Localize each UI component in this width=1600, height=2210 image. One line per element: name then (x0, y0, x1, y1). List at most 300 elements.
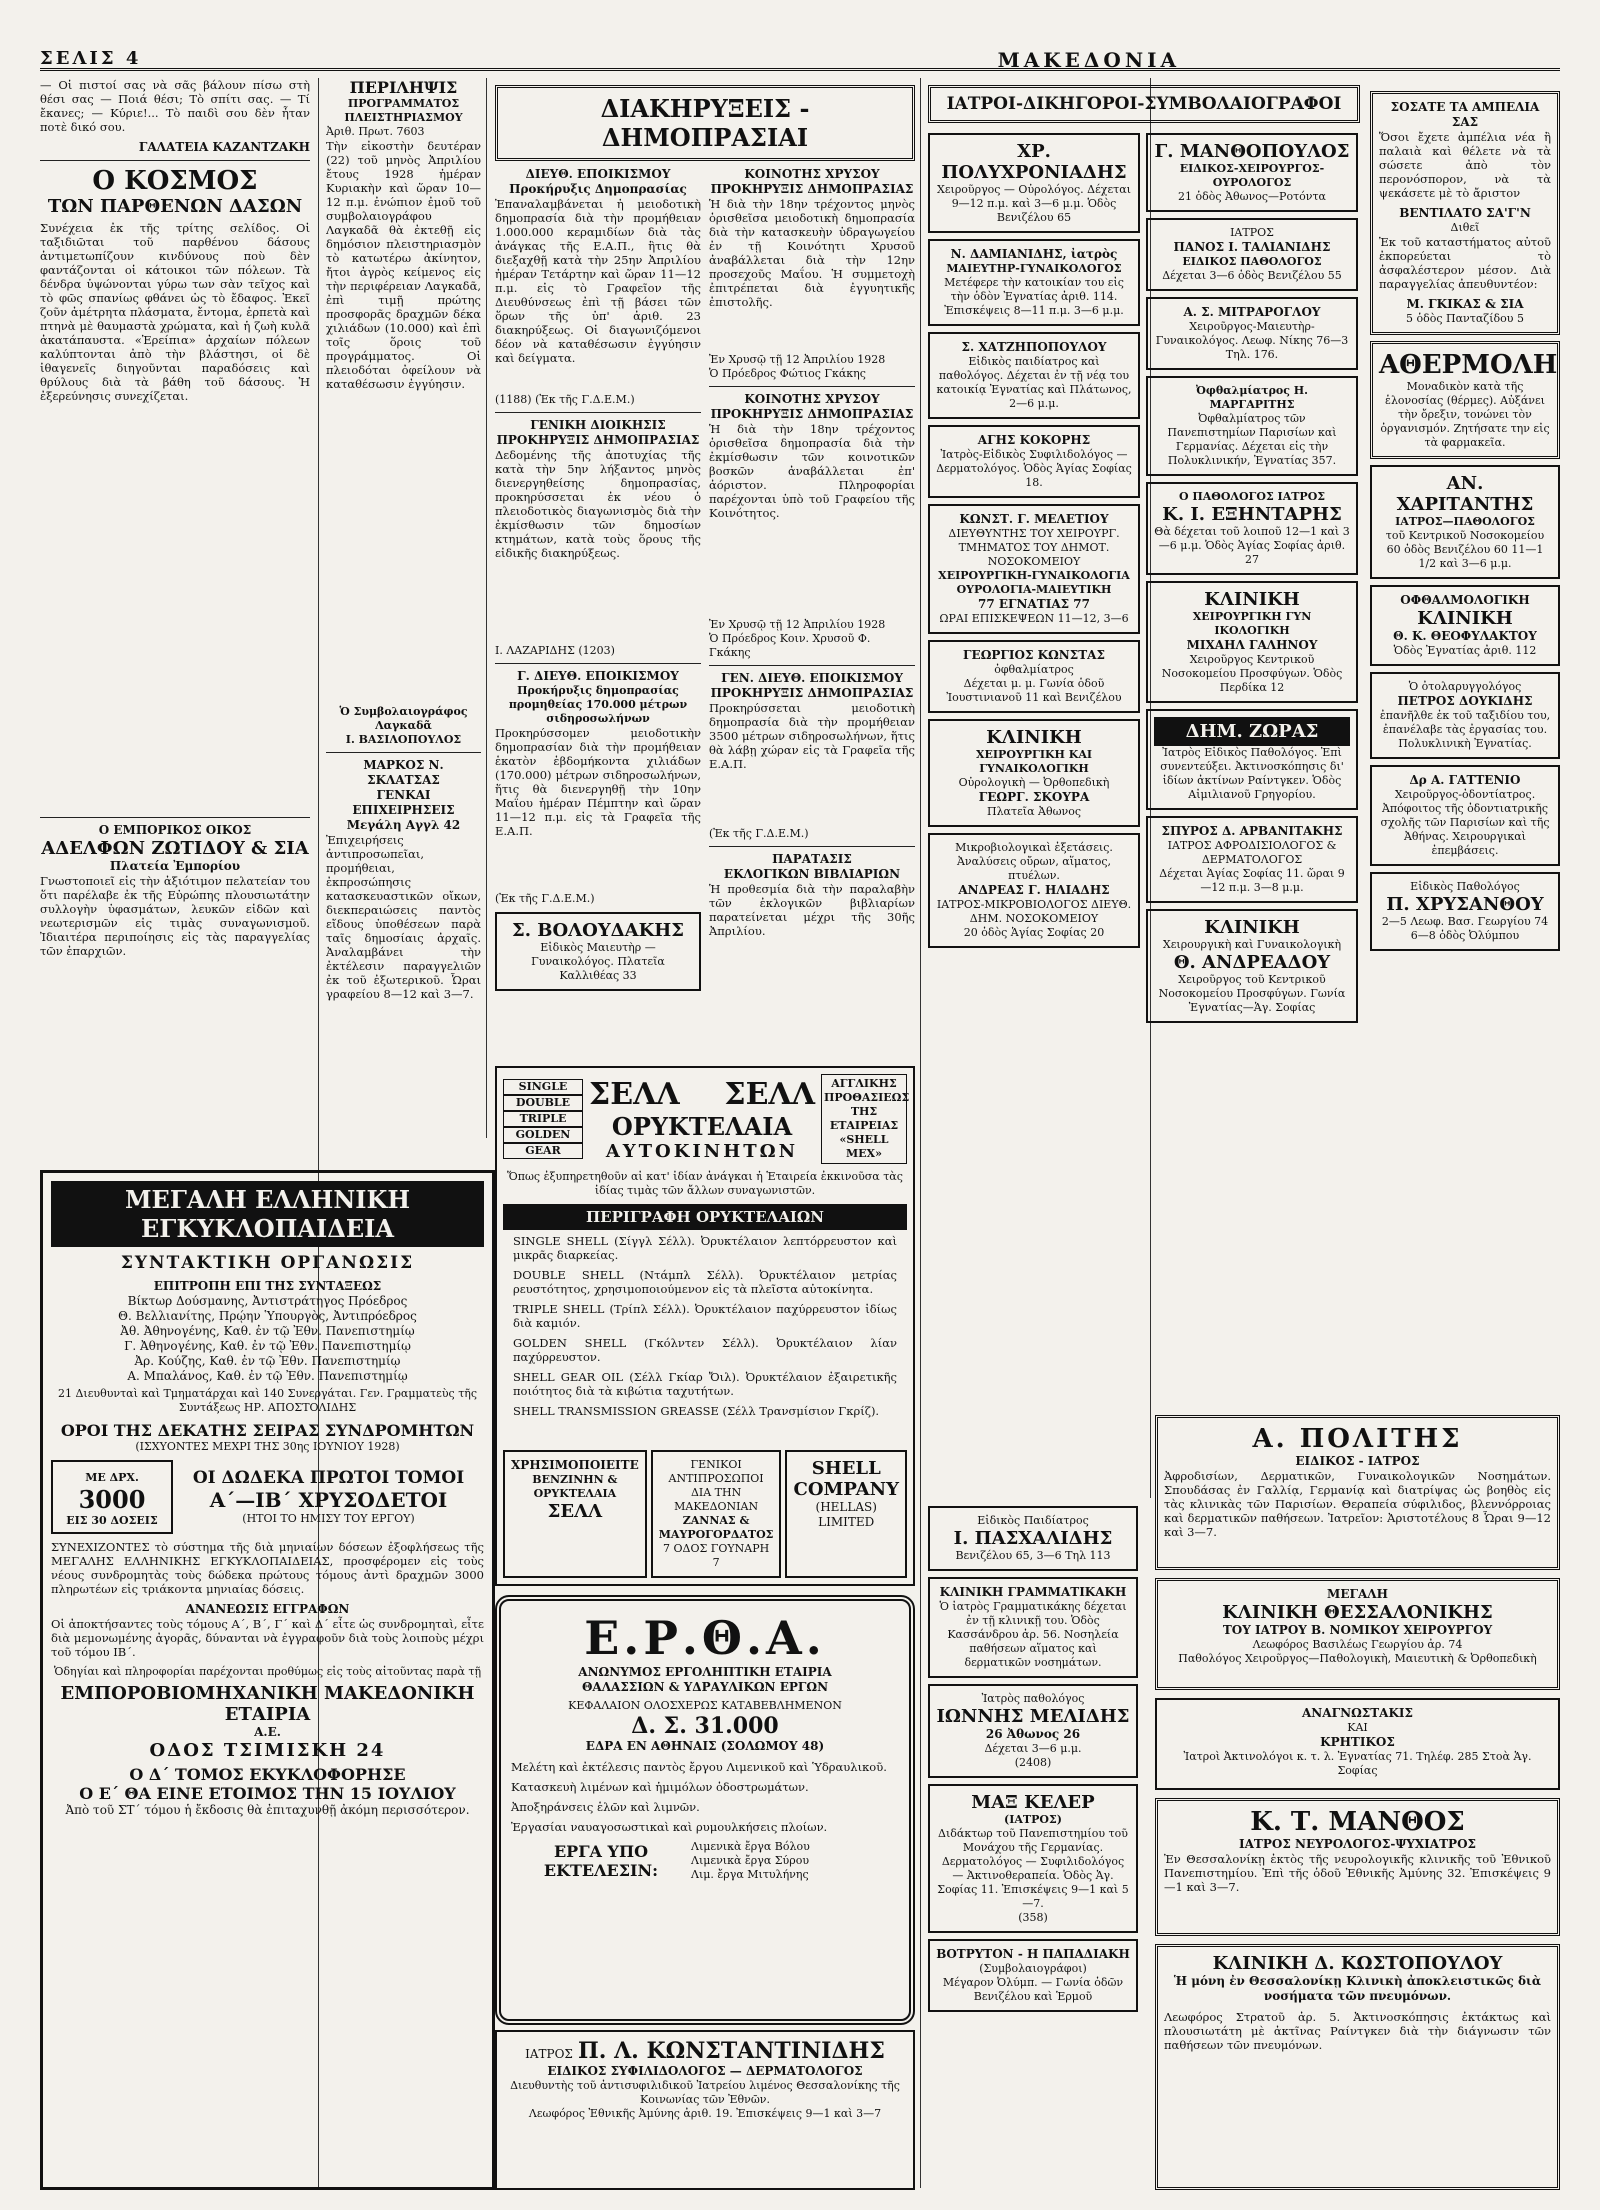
manthos-name: Κ. Τ. ΜΑΝΘΟΣ (1250, 1807, 1465, 1837)
paper-name: ΜΑΚΕΔΟΝΙΑ (997, 48, 1180, 72)
polychroniadis-ad (928, 133, 1140, 233)
damianidis-text: Μετέφερε τὴν κατοικίαν του εἰς τὴν ὁδὸν Ἐγνατίας ἀριθ. 114. Ἐπισκέψεις 8—11 π.μ. 3—6 μ.μ. (944, 276, 1124, 317)
iliadis-name: ΑΝΔΡΕΑΣ Γ. ΗΛΙΑΔΗΣ (958, 883, 1110, 897)
emporikos-address: Πλατεία Ἐμπορίου (109, 859, 241, 873)
margaritis-text: Ὀφθαλμίατρος τῶν Πανεπιστημίων Παρισίων καὶ Γερμανίας. Δέχεται εἰς τὴν Πολυκλινικήν, Ἐγνατίας 357. (1167, 412, 1337, 467)
divider (495, 663, 701, 664)
shell-agent-line1: ΓΕΝΙΚΟΙ ΑΝΤΙΠΡΟΣΩΠΟΙ (668, 1458, 764, 1485)
botryton-text: Μέγαρον Ὀλύμπ. — Γωνία ὁδῶν Βενιζέλου καὶ Ἑρμοῦ (942, 1976, 1124, 2003)
manthos-ad (1155, 1798, 1560, 1936)
voloudakis-text: Εἰδικὸς Μαιευτὴρ — Γυναικολόγος. Πλατεῖα Καλλιθέας 33 (531, 941, 665, 982)
ertha-amount: Δ. Σ. 31.000 (631, 1713, 779, 1739)
mitraroglou-ad (1146, 297, 1358, 370)
tender-a-number: (1188) (495, 393, 532, 406)
meletiou-sub: ΔΙΕΥΘΥΝΤΗΣ ΤΟΥ ΧΕΙΡΟΥΡΓ. ΤΜΗΜΑΤΟΣ ΤΟΥ ΔΗΜΟΤ. ΝΟΣΟΚΟΜΕΙΟΥ (948, 527, 1120, 568)
publisher-name: ΕΜΠΟΡΟΒΙΟΜΗΧΑΝΙΚΗ ΜΑΚΕΔΟΝΙΚΗ ΕΤΑΙΡΙΑ (60, 1683, 475, 1725)
skoura-clinic-address: Πλατεῖα Ἀθωνος (986, 805, 1082, 818)
politis-text: Ἀφροδισίων, Δερματικῶν, Γυναικολογικῶν Νοσημάτων. Σπουδάσας ἐν Γαλλίᾳ, Γερμανίᾳ καὶ διατρίψας ὡς βοηθὸς εἰς τὰς κλινικὰς τῶν Παρισίων. Θεραπεία σύφιλιδος, βλεννόρροιας καὶ δερματικῶν παθήσεων. Ἰατρεῖον: Ἀριστοτέλους 8 Ὧραι 9—12 καὶ 3—7. (1164, 1469, 1551, 1539)
kostopoulou-name: ΚΛΙΝΙΚΗ Δ. ΚΩΣΤΟΠΟΥΛΟΥ (1212, 1953, 1503, 1974)
doukidis-ad (1370, 672, 1560, 759)
markos-text: Ἐπιχειρήσεις ἀντιπροσωπεῖαι, προμήθειαι, ἐκπροσώπησις κατασκευαστικῶν οἴκων, διεκπεραιώσεις παντὸς εἴδους ὑποθέσεων παρὰ ταῖς δημοσίαις ἀρχαῖς. Ἀναλαμβάνει τὴν ἐκτέλεσιν παραγγελιῶν ἐκ τοῦ ἐξωτερικοῦ. Ὧραι γραφείου 8—12 καὶ 3—7. (326, 833, 481, 1001)
tender-d-subtitle: ΠΡΟΚΗΡΥΞΙΣ ΔΗΜΟΠΡΑΣΙΑΣ (710, 182, 914, 196)
athermoli-ad (1370, 341, 1560, 459)
tender-b-ref (495, 644, 701, 658)
politis-name: Α. ΠΟΛΙΤΗΣ (1252, 1424, 1463, 1454)
shell-desc-item: SINGLE SHELL (Σίγγλ Σέλλ). Ὀρυκτέλαιον λεπτόρρευστον καὶ μικρᾶς διαρκείας. (513, 1234, 897, 1262)
gattenio-ad (1370, 765, 1560, 866)
publisher-address: ΟΔΟΣ ΤΣΙΜΙΣΚΗ 24 (149, 1740, 386, 1761)
shell-use-line1: ΧΡΗΣΙΜΟΠΟΙΕΙΤΕ (511, 1458, 639, 1472)
chatzipopoulou-name: Σ. ΧΑΤΖΗΠΟΠΟΥΛΟΥ (961, 340, 1107, 354)
galinou-clinic-name: ΚΛΙΝΙΚΗ (1204, 589, 1300, 610)
tender-g-text: Ἡ προθεσμία διὰ τὴν παραλαβὴν τῶν ἐκλογικῶν βιβλιαρίων παρατείνεται μέχρι τῆς 30ῆς Ἀπριλίου. (709, 882, 915, 938)
tender-e-title: ΚΟΙΝΟΤΗΣ ΧΡΥΣΟΥ (744, 392, 880, 406)
shell-agent-line4: 7 ΟΔΟΣ ΓΟΥΝΑΡΗ 7 (662, 1542, 770, 1569)
ertha-work: Λιμ. ἔργα Μιτυλήνης (691, 1868, 809, 1881)
info-text: Ὁδηγίαι καὶ πληροφορίαι παρέχονται προθύμως εἰς τοὺς αἰτοῦντας παρὰ τῇ (53, 1665, 482, 1678)
grade-label: TRIPLE (503, 1111, 583, 1127)
paschalidis-address: Βενιζέλου 65, 3—6 Τηλ 113 (955, 1549, 1111, 1562)
kokoris-text: Ἰατρὸς-Εἰδικὸς Συφιλιδολόγος — Δερματολόγος. Ὁδὸς Ἁγίας Σοφίας 18. (936, 448, 1132, 489)
tenders-col-right (709, 167, 915, 997)
tender-e-sign: Ἐν Χρυσῷ τῇ 12 Ἀπριλίου 1928 (709, 618, 886, 631)
nomikou-clinic-ad (1155, 1578, 1560, 1690)
galinou-doctor: ΜΙΧΑΗΛ ΓΑΛΗΝΟΥ (1186, 638, 1318, 652)
konstas-ad (928, 640, 1140, 713)
arvanitakis-ad (1146, 816, 1358, 903)
nomikou-text: Παθολόγος Χειροῦργος—Παθολογικὴ, Μαιευτικὴ & Ὀρθοπεδικὴ (1178, 1652, 1537, 1665)
vineyard-product-sub: Διθεῖ (1450, 221, 1480, 234)
damianidis-sub: ΜΑΙΕΥΤΗΡ-ΓΥΝΑΙΚΟΛΟΓΟΣ (946, 262, 1122, 275)
volumes-line1: ΟΙ ΔΩΔΕΚΑ ΠΡΩΤΟΙ ΤΟΜΟΙ (192, 1468, 465, 1488)
charitantis-name: ΑΝ. ΧΑΡΙΤΑΝΤΗΣ (1396, 473, 1534, 515)
kokoris-name: ΑΓΗΣ ΚΟΚΟΡΗΣ (977, 433, 1091, 447)
committee-member: Γ. Ἀθηνογένης, Καθ. ἐν τῷ Ἐθν. Πανεπιστημίῳ (124, 1339, 411, 1353)
tender-d-sign: Ἐν Χρυσῷ τῇ 12 Ἀπριλίου 1928 (709, 353, 886, 366)
botryton-ad (928, 1939, 1138, 2012)
manthopoulos-sub: ΕΙΔΙΚΟΣ-ΧΕΙΡΟΥΡΓΟΣ-ΟΥΡΟΛΟΓΟΣ (1179, 162, 1325, 189)
price-box (51, 1460, 173, 1534)
melidis-ad (928, 1684, 1138, 1778)
skoura-clinic-sub: ΧΕΙΡΟΥΡΓΙΚΗ ΚΑΙ ΓΥΝΑΙΚΟΛΟΓΙΚΗ (975, 748, 1093, 775)
doctors-header: ΙΑΤΡΟΙ-ΔΙΚΗΓΟΡΟΙ-ΣΥΜΒΟΛΑΙΟΓΡΑΦΟΙ (928, 85, 1360, 123)
emporikos-title: Ο ΕΜΠΟΡΙΚΟΣ ΟΙΚΟΣ (98, 823, 252, 837)
mitraroglou-text: Χειροῦργος-Μαιευτὴρ-Γυναικολόγος. Λεωφ. Νίκης 76—3 Τηλ. 176. (1155, 320, 1349, 361)
gattenio-text: Χειροῦργος-ὀδοντίατρος. Ἀπόφοιτος τῆς ὀδοντιατρικῆς σχολῆς τῶν Παρισίων καὶ τῆς Ἀθήνας. Χειρουργικαὶ ἐπεμβάσεις. (1380, 788, 1550, 857)
shell-agent-line2: ΔΙΑ ΤΗΝ ΜΑΚΕΔΟΝΙΑΝ (674, 1486, 759, 1513)
melidis-name: ΙΩΝΝΗΣ ΜΕΛΙΔΗΣ (936, 1706, 1130, 1727)
divider (495, 412, 701, 413)
kosmos-title: Ο ΚΟΣΜΟΣ (92, 166, 258, 196)
zoras-name: ΔΗΜ. ΖΩΡΑΣ (1154, 717, 1350, 746)
publisher-ae: Α.Ε. (254, 1725, 281, 1739)
committee-member: Ἀρ. Κούζης, Καθ. ἐν τῷ Ἐθν. Πανεπιστημίῳ (134, 1354, 401, 1368)
price-installments: ΕΙΣ 30 ΔΟΣΕΙΣ (66, 1514, 158, 1527)
tender-b-subtitle: ΠΡΟΚΗΡΥΞΙΣ ΔΗΜΟΠΡΑΣΙΑΣ (496, 433, 700, 447)
ertha-seat: ΕΔΡΑ ΕΝ ΑΘΗΝΑΙΣ (ΣΟΛΩΜΟΥ 48) (585, 1739, 825, 1753)
chrysanthou-name: Π. ΧΡΥΣΑΝΘΟΥ (1386, 894, 1544, 915)
botryton-name: ΒΟΤΡΥΤΟΝ - Η ΠΑΠΑΔΙΑΚΗ (936, 1947, 1130, 1961)
tender-f-source: (Ἐκ τῆς Γ.Δ.Ε.Μ.) (709, 827, 809, 840)
nomikou-pre: ΜΕΓΑΛΗ (1327, 1587, 1388, 1601)
director-note: 21 Διευθυνταὶ καὶ Τμηματάρχαι καὶ 140 Συνεργάται. Γεν. Γραμματεὺς τῆς Συντάξεως ΗΡ. ΑΠΟΣΤΟΛΙΔΗΣ (57, 1387, 478, 1414)
botryton-sub: (Συμβολαιογράφοι) (979, 1962, 1087, 1975)
ertha-work: Λιμενικὰ ἔργα Σύρου (691, 1854, 810, 1867)
exintaris-ad (1146, 482, 1358, 575)
manthopoulos-address: 21 ὁδὸς Ἀθωνος—Ροτόντα (1178, 190, 1326, 203)
tender-a-title: ΔΙΕΥΘ. ΕΠΟΙΚΙΣΜΟΥ (525, 167, 671, 181)
exintaris-text: Θὰ δέχεται τοῦ λοιποῦ 12—1 καὶ 3—6 μ.μ. Ὁδὸς Ἁγίας Σοφίας ἀριθ. 27 (1154, 525, 1350, 566)
exintaris-pre: Ο ΠΑΘΟΛΟΓΟΣ ΙΑΤΡΟΣ (1178, 490, 1326, 503)
melidis-address: 26 Ἀθωνος 26 (985, 1727, 1081, 1741)
column-1 (40, 78, 310, 1168)
meletiou-spec2: ΟΥΡΟΛΟΓΙΑ-ΜΑΙΕΥΤΙΚΗ (956, 583, 1112, 596)
ertha-ad (495, 1595, 915, 2025)
andreadou-doctor: Θ. ΑΝΔΡΕΑΔΟΥ (1173, 952, 1331, 973)
melidis-pre: Ἰατρὸς παθολόγος (981, 1692, 1085, 1705)
divider (326, 752, 481, 753)
nomikou-doctor: ΤΟΥ ΙΑΤΡΟΥ Β. ΝΟΜΙΚΟΥ ΧΕΙΡΟΥΡΓΟΥ (1222, 1623, 1493, 1637)
kosmos-subtitle: ΤΩΝ ΠΑΡΘΕΝΩΝ ΔΑΣΩΝ (47, 196, 303, 217)
doctors-col-left (928, 127, 1140, 1029)
grade-label: GEAR (503, 1143, 583, 1159)
ertha-subtitle1: ΑΝΩΝΥΜΟΣ ΕΡΓΟΛΗΠΤΙΚΗ ΕΤΑΙΡΙΑ (578, 1665, 832, 1679)
markos-title: ΜΑΡΚΟΣ Ν. ΣΚΛΑΤΣΑΣ (363, 758, 444, 787)
polychroniadis-text: Χειροῦργος — Οὐρολόγος. Δέχεται 9—12 π.μ. καὶ 3—6 μ.μ. Ὁδὸς Βενιζέλου 65 (936, 183, 1131, 224)
meletiou-spec1: ΧΕΙΡΟΥΡΓΙΚΗ-ΓΥΝΑΙΚΟΛΟΓΙΑ (938, 569, 1130, 582)
tender-e-president: Ὁ Πρόεδρος Κοιν. Χρυσοῦ Φ. Γκάκης (709, 632, 871, 659)
charitantis-text: τοῦ Κεντρικοῦ Νοσοκομείου 60 ὁδὸς Βενιζέλου 60 11—1 1/2 καὶ 3—6 μ.μ. (1385, 529, 1545, 570)
tender-b-sign: Ι. ΛΑΖΑΡΙΔΗΣ (495, 644, 575, 657)
grade-label: SINGLE (503, 1079, 583, 1095)
chatzipopoulou-text: Εἰδικὸς παιδίατρος καὶ παθολόγος. Δέχεται ἐν τῇ νέᾳ του κατοικίᾳ Ἐγνατίας καὶ Πλάτωνος, 2—6 μ.μ. (936, 355, 1132, 410)
vineyard-header: ΣΟΣΑΤΕ ΤΑ ΑΜΠΕΛΙΑ ΣΑΣ (1390, 100, 1540, 129)
tenders-col-left (495, 167, 701, 997)
doctors-lower-section (928, 1500, 1138, 2190)
skoura-clinic-name: ΚΛΙΝΙΚΗ (986, 727, 1082, 748)
kritikos-name: ΚΡΗΤΙΚΟΣ (1320, 1735, 1395, 1749)
manthos-sub: ΙΑΤΡΟΣ ΝΕΥΡΟΛΟΓΟΣ-ΨΥΧΙΑΤΡΟΣ (1239, 1837, 1476, 1851)
shell-tagline: Ὅπως ἐξυπηρετηθοῦν αἱ κατ' ἰδίαν ἀνάγκαι ἡ Ἑταιρεία ἐκκινοῦσα τὰς ἰδίας τιμὰς τῶν ἄλλων συναγωνιστῶν. (507, 1170, 903, 1197)
shell-desc-title: ΠΕΡΙΓΡΑΦΗ ΟΡΥΚΤΕΛΑΙΩΝ (503, 1204, 907, 1230)
manthopoulos-name: Γ. ΜΑΝΘΟΠΟΥΛΟΣ (1154, 141, 1350, 162)
manthos-text: Ἐν Θεσσαλονίκῃ ἐκτὸς τῆς νευρολογικῆς κλινικῆς τοῦ Ἐθνικοῦ Πανεπιστημίου. Ἐπὶ τῆς ὁδοῦ Ἐθνικῆς Ἀμύνης 32. Ἐπισκέψεις 9—1 καὶ 3—7. (1164, 1852, 1551, 1894)
vineyard-vendor-address: 5 ὁδὸς Πανταζίδου 5 (1406, 312, 1524, 325)
manthopoulos-ad (1146, 133, 1358, 212)
tome-e-notice: Ο Ε΄ ΘΑ ΕΙΝΕ ΕΤΟΙΜΟΣ ΤΗΝ 15 ΙΟΥΛΙΟΥ (79, 1784, 456, 1803)
encyclopedia-title: ΜΕΓΑΛΗ ΕΛΛΗΝΙΚΗ ΕΓΚΥΚΛΟΠΑΙΔΕΙΑ (51, 1181, 484, 1247)
renewal-title: ΑΝΑΝΕΩΣΙΣ ΕΓΓΡΑΦΩΝ (185, 1602, 350, 1616)
talianidis-sub: ΕΙΔΙΚΟΣ ΠΑΘΟΛΟΓΟΣ (1182, 255, 1322, 268)
masthead (40, 48, 1560, 71)
melidis-number: (2408) (1014, 1756, 1052, 1769)
shell-desc-item: SHELL TRANSMISSION GREASSE (Σέλλ Τρανσμίσιον Γκρίζ). (513, 1404, 880, 1418)
emporikos-text: Γνωστοποιεῖ εἰς τὴν ἀξιότιμον πελατείαν του ὅτι παρέλαβε ἐκ τῆς Εὐρώπης πλουσιωτάτην συλλογὴν ὑφασμάτων, λευκῶν εἰδῶν καὶ νεωτερισμῶν εἰς τιμὰς συναγωνισμοῦ. Ἰδιαιτέρα περιποίησις εἰς τὰς παραγγελίας τῶν ἐπαρχιῶν. (40, 874, 310, 958)
tome-note: Ἀπὸ τοῦ ΣΤ΄ τόμου ἡ ἔκδοσις θὰ ἐπιταχυνθῇ ἀκόμη περισσότερον. (65, 1803, 470, 1817)
tender-d-president: Ὁ Πρόεδρος Φώτιος Γκάκης (709, 367, 866, 380)
ertha-line: Ἐργασίαι ναυαγοσωστικαὶ καὶ ρυμουλκήσεις πλοίων. (511, 1820, 828, 1834)
ertha-line: Ἀποξηράνσεις ἑλῶν καὶ λιμνῶν. (511, 1800, 700, 1814)
shell-grades (503, 1079, 583, 1159)
column-rule (486, 78, 487, 1138)
anagnostakis-name: ΑΝΑΓΝΩΣΤΑΚΙΣ (1301, 1706, 1413, 1720)
grammatikaki-name: ΚΛΙΝΙΚΗ ΓΡΑΜΜΑΤΙΚΑΚΗ (939, 1585, 1127, 1599)
nomikou-address: Λεωφόρος Βασιλέως Γεωργίου ἀρ. 74 (1252, 1638, 1463, 1651)
perilipsis-subtitle: ΠΡΟΓΡΑΜΜΑΤΟΣ ΠΛΕΙΣΤΗΡΙΑΣΜΟΥ (344, 97, 463, 124)
ertha-works-label: ΕΡΓΑ ΥΠΟ ΕΚΤΕΛΕΣΙΝ: (543, 1842, 659, 1880)
skoura-clinic-ad (928, 719, 1140, 827)
talianidis-ad (1146, 218, 1358, 291)
shell-desc-item: TRIPLE SHELL (Τρίπλ Σέλλ). Ὀρυκτέλαιον παχύρρευστον ἰδίως διὰ καμιόν. (513, 1302, 897, 1330)
doukidis-name: ΠΕΤΡΟΣ ΔΟΥΚΙΔΗΣ (1397, 694, 1533, 708)
ertha-line: Μελέτη καὶ ἐκτέλεσις παντὸς ἔργου Λιμενικοῦ καὶ Ὑδραυλικοῦ. (511, 1760, 887, 1774)
galinou-clinic-sub: ΧΕΙΡΟΥΡΓΙΚΗ ΓΥΝ ΙΚΟΛΟΓΙΚΗ (1192, 610, 1312, 637)
microbiology-text: Μικροβιολογικαὶ ἐξετάσεις. Ἀναλύσεις οὔρων, αἵματος, πτυέλων. (955, 841, 1113, 882)
konstantinidis-pre: ΙΑΤΡΟΣ (525, 2047, 573, 2061)
divider (709, 386, 915, 387)
divider (709, 665, 915, 666)
markos-address: Μεγάλη Αγγλ 42 (346, 818, 461, 832)
column-rule (920, 78, 921, 2188)
shell-agent-box (651, 1450, 782, 1578)
shell-desc-item: GOLDEN SHELL (Γκόλντεν Σέλλ). Ὀρυκτέλαιον λίαν παχύρρευστον. (513, 1336, 897, 1364)
column-2 (326, 78, 481, 1168)
theofylaktou-clinic: ΚΛΙΝΙΚΗ (1417, 608, 1513, 629)
encyclopedia-body: ΣΥΝΕΧΙΖΟΝΤΕΣ τὸ σύστημα τῆς διὰ μηνιαίων δόσεων ἐξοφλήσεως τῆς ΜΕΓΑΛΗΣ ΕΛΛΗΝΙΚΗΣ ΕΓΚΥΚΛΟΠΑΙΔΕΙΑΣ, προσφέρομεν εἰς τοὺς νέους συνδρομητὰς τοὺς δώδεκα πρώτους τόμους ἀντὶ δραχμῶν 3000 πληρωτέων εἰς τριάκοντα μηνιαίας δόσεις. (51, 1540, 484, 1596)
chatzipopoulou-ad (928, 332, 1140, 419)
meletiou-address: 77 ΕΓΝΑΤΙΑΣ 77 (977, 597, 1091, 611)
grammatikaki-ad (928, 1577, 1138, 1678)
tenders-header: ΔΙΑΚΗΡΥΞΕΙΣ - ΔΗΜΟΠΡΑΣΙΑΙ (495, 85, 915, 161)
shell-use-box (503, 1450, 647, 1578)
divider (40, 160, 310, 161)
page-number: ΣΕΛΙΣ 4 (40, 48, 142, 69)
theofylaktou-address: Ὁδὸς Ἐγνατίας ἀριθ. 112 (1393, 644, 1537, 657)
keler-text: Διδάκτωρ τοῦ Πανεπιστημίου τοῦ Μονάχου τῆς Γερμανίας. Δερματολόγος — Συφιλιδολόγος — Ἀκτινοθεραπεία. Ὁδὸς Ἁγ. Σοφίας 11. Ἐπισκέψεις 9—1 καὶ 5—7. (937, 1827, 1129, 1910)
committee-member: Θ. Βελλιανίτης, Πρῴην Ὑπουργὸς, Ἀντιπρόεδρος (118, 1309, 417, 1323)
microbiology-ad (928, 833, 1140, 948)
margaritis-name: Ὀφθαλμίατρος Η. ΜΑΡΓΑΡΙΤΗΣ (1195, 384, 1308, 411)
tender-c-text: Προκηρύσσομεν μειοδοτικὴν δημοπρασίαν διὰ τὴν προμήθειαν ἑκατὸν ἑβδομήκοντα χιλιάδων (170.000) μέτρων σιδηροσωλήνων, ἥτις θὰ διενεργηθῇ τὴν 10ην Μαΐου ἡμέραν Πέμπτην καὶ ὥραν 11—12 π.μ. εἰς τὰ Γραφεῖα τῆς Ε.Α.Π. (495, 726, 701, 838)
skoura-clinic-text: Οὐρολογικὴ — Ὀρθοπεδικὴ (958, 776, 1110, 789)
tender-a-subtitle: Προκήρυξις Δημοπρασίας (509, 182, 687, 196)
perilipsis-signer: Ι. ΒΑΣΙΛΟΠΟΥΛΟΣ (345, 733, 462, 746)
perilipsis-text: Τὴν εἰκοστὴν δευτέραν (22) τοῦ μηνὸς Ἀπριλίου ἔτους 1928 ἡμέραν Κυριακὴν καὶ ὥραν 10—12 π.μ. ἐνώπιον ἐμοῦ τοῦ συμβολαιογράφου Λαγκαδᾶ θὰ ἐκτεθῇ εἰς δημόσιον πλειστηριασμὸν τὸ κατωτέρω ἀκίνητον, ἤτοι ἀγρὸς κείμενος εἰς τὴν περιφέρειαν Λαγκαδᾶ, ἐπὶ τιμῇ πρώτης προσφορᾶς δραχμῶν δέκα χιλιάδων (10.000) καὶ ἐπὶ τοῖς ὅροις τοῦ προγράμματος. Οἱ πλειοδόται ὀφείλουν νὰ καταθέσωσιν ἐγγύησιν. (326, 139, 481, 391)
doukidis-text: ἐπανῆλθε ἐκ τοῦ ταξιδίου του, ἐπανέλαβε τὰς ἐργασίας του. Πολυκλινικὴ Ἐγνατίας. (1379, 709, 1551, 750)
iliadis-sub: ΙΑΤΡΟΣ-ΜΙΚΡΟΒΙΟΛΟΓΟΣ ΔΙΕΥΘ. ΔΗΜ. ΝΟΣΟΚΟΜΕΙΟΥ (936, 898, 1132, 925)
tender-f-text: Προκηρύσσεται μειοδοτικὴ δημοπρασία διὰ τὴν προμήθειαν 3500 μέτρων σιδηροσωλήνων, ἥτις θὰ λάβῃ χώραν εἰς τὰ Γραφεῖα τῆς Ε.Α.Π. (709, 701, 915, 771)
konstas-name: ΓΕΩΡΓΙΟΣ ΚΩΝΣΤΑΣ (963, 648, 1105, 662)
polychroniadis-name: ΧΡ. ΠΟΛΥΧΡΟΝΙΑΔΗΣ (941, 141, 1127, 183)
konstantinidis-ad (495, 2030, 915, 2190)
paschalidis-ad (928, 1506, 1138, 1571)
meletiou-hours: ΩΡΑΙ ΕΠΙΣΚΕΨΕΩΝ 11—12, 3—6 (939, 612, 1129, 625)
kokoris-ad (928, 425, 1140, 498)
arvanitakis-sub: ΙΑΤΡΟΣ ΑΦΡΟΔΙΣΙΟΛΟΓΟΣ & ΔΕΡΜΑΤΟΛΟΓΟΣ (1167, 839, 1337, 866)
shell-desc-item: SHELL GEAR OIL (Σέλλ Γκίαρ Ὄιλ). Ὀρυκτέλαιον ἐξαιρετικῆς ποιότητος διὰ τὰ κιβώτια ταχυτήτων. (513, 1370, 897, 1398)
committee-member: Βίκτωρ Δούσμανης, Ἀντιστράτηγος Πρόεδρος (127, 1294, 408, 1308)
markos-subtitle: ΓΕΝΚΑΙ ΕΠΙΧΕΙΡΗΣΕΙΣ (352, 788, 455, 817)
shell-use-line3: ΣΕΛΛ (547, 1501, 603, 1522)
konstantinidis-address: Λεωφόρος Ἐθνικῆς Ἀμύνης ἀριθ. 19. Ἐπισκέψεις 9—1 καὶ 3—7 (528, 2107, 882, 2120)
column-5 (1370, 85, 1560, 1410)
tender-c-title: Γ. ΔΙΕΥΘ. ΕΠΟΙΚΙΣΜΟΥ (517, 669, 679, 683)
skoura-clinic-doctor: ΓΕΩΡΓ. ΣΚΟΥΡΑ (978, 790, 1090, 804)
meletiou-ad (928, 504, 1140, 634)
terms-title: ΟΡΟΙ ΤΗΣ ΔΕΚΑΤΗΣ ΣΕΙΡΑΣ ΣΥΝΔΡΟΜΗΤΩΝ (60, 1421, 475, 1440)
shell-cars: ΑΥΤΟΚΙΝΗΤΩΝ (605, 1140, 799, 1162)
committee-member: Α. Μπαλάνος, Καθ. ἐν τῷ Ἐθν. Πανεπιστημίῳ (127, 1369, 408, 1383)
andreadou-text: Χειροῦργος τοῦ Κεντρικοῦ Νοσοκομείου Προσφύγων. Γωνία Ἐγνατίας—Ἁγ. Σοφίας (1158, 973, 1346, 1014)
grade-label: DOUBLE (503, 1095, 583, 1111)
tender-g-subtitle: ΕΚΛΟΓΙΚΩΝ ΒΙΒΛΙΑΡΙΩΝ (723, 867, 901, 881)
grammatikaki-text: Ὁ ἰατρὸς Γραμματικάκης δέχεται ἐν τῇ κλινικῇ του. Ὁδὸς Κασσάνδρου ἀρ. 56. Νοσηλεία παθήσεων αἵματος καὶ δερματικῶν νοσημάτων. (939, 1600, 1127, 1669)
shell-logo-right: ΣΕΛΛ (724, 1076, 815, 1112)
voloudakis-ad (495, 912, 701, 991)
konstas-text: Δέχεται μ. μ. Γωνία ὁδοῦ Ἰουστινιανοῦ 11 καὶ Βενιζέλου (946, 677, 1122, 704)
vineyard-text2: Ἐκ τοῦ καταστήματος αὐτοῦ ἐκπορεύεται τὸ ἀσφαλέστερον μέσον. Διὰ παραγγελίας ἀπευθυντέον: (1379, 235, 1551, 291)
doctors-col-right (1146, 127, 1358, 1029)
damianidis-ad (928, 239, 1140, 326)
chrysanthou-sub: Εἰδικὸς Παθολόγος (1410, 880, 1520, 893)
nomikou-title: ΚΛΙΝΙΚΗ ΘΕΣΣΑΛΟΝΙΚΗΣ (1222, 1602, 1493, 1623)
theofylaktou-ad (1370, 585, 1560, 666)
doctors-section (928, 85, 1360, 1490)
talianidis-text: Δέχεται 3—6 ὁδὸς Βενιζέλου 55 (1162, 269, 1342, 282)
shell-brand-note: ΑΓΓΛΙΚΗΣ ΠΡΟΘΑΣΙΕΩΣ ΤΗΣ ΕΤΑΙΡΕΙΑΣ «SHELL MEX» (821, 1074, 907, 1164)
shell-company-box (785, 1450, 907, 1578)
charitantis-sub: ΙΑΤΡΟΣ—ΠΑΘΟΛΟΓΟΣ (1395, 515, 1535, 528)
perilipsis-number: Ἀριθ. Πρωτ. 7603 (326, 125, 425, 138)
keler-number: (358) (1018, 1911, 1048, 1924)
price-prefix: ΜΕ ΔΡΧ. (85, 1471, 139, 1484)
konstantinidis-text: Διευθυντὴς τοῦ ἀντισυφιλιδικοῦ Ἰατρείου λιμένος Θεσσαλονίκης τῆς Κοινωνίας τῶν Ἐθνῶν. (510, 2079, 900, 2106)
keler-ad (928, 1784, 1138, 1933)
kosmos-article: Συνέχεια ἐκ τῆς τρίτης σελίδος. Οἱ ταξιδιῶται τοῦ παρθένου δάσους ἀντιμετωπίζουν κινδύνους ποὺ δὲν φαντάζονται οἱ κάτοικοι τῶν πόλεων. Τὰ δένδρα ὑψώνονται γύρω των σὰν τεῖχος καὶ τὸ φῶς σπανίως φθάνει ὡς τὸ ἔδαφος. Ἐκεῖ ζοῦν ἀμέτρητα πλάσματα, ἔντομα, ἑρπετὰ καὶ πτηνὰ μὲ θαυμαστὰ χρώματα, καὶ ἡ ζωὴ κυλᾶ ἀκατάπαυστα. «Ἐρείπια» ἀρχαίων πόλεων καλύπτονται ἀπὸ τὴν βλάστησι, οἱ δὲ ἰθαγενεῖς διηγοῦνται παραδόσεις καὶ θρύλους διὰ τὰ βάθη τοῦ δάσους. Ἡ ἐξερεύνησις συνεχίζεται. (40, 221, 310, 403)
vineyard-product: ΒΕΝΤΙΛΑΤΟ ΣΑ'Γ'Ν (1399, 206, 1531, 220)
chrysanthou-ad (1370, 872, 1560, 951)
exintaris-name: Κ. Ι. ΕΞΗΝΤΑΡΗΣ (1162, 504, 1342, 525)
tender-b-title: ΓΕΝΙΚΗ ΔΙΟΙΚΗΣΙΣ (530, 418, 666, 432)
tender-c-source: (Ἐκ τῆς Γ.Δ.Ε.Μ.) (495, 892, 595, 905)
grade-label: GOLDEN (503, 1127, 583, 1143)
kostopoulou-text2: Λεωφόρος Στρατοῦ ἀρ. 5. Ἀκτινοσκόπησις ἐκτάκτως καὶ πλουσιωτάτη μὲ ἀκτῖνας Ραίντγκεν διὰ τὴν διάγνωσιν τῶν παθήσεων τῶν πνευμόνων. (1164, 2010, 1551, 2052)
tender-a-text: Ἐπαναλαμβάνεται ἡ μειοδοτικὴ δημοπρασία διὰ τὴν προμήθειαν 1.000.000 κεραμιδίων διὰ τὰς ἀνάγκας τῆς Ε.Α.Π., ἣτις θὰ διεξαχθῇ κατὰ τὴν 25ην Ἀπριλίου ἡμέραν Τετάρτην καὶ ὥραν 11—12 π.μ. εἰς τὸ Γραφεῖον τῆς Διευθύνσεως ἐπὶ τῇ βάσει τῶν ὅρων τῆς ὑπ' ἀριθ. 23 διακηρύξεως. Οἱ διαγωνιζόμενοι δέον νὰ καταθέσωσιν ἐγγύησιν καὶ δείγματα. (495, 197, 701, 365)
margaritis-ad (1146, 376, 1358, 476)
tenders-section (495, 85, 915, 1060)
anagnostakis-ad (1155, 1698, 1560, 1790)
tender-d-text: Ἡ διὰ τὴν 18ην τρέχοντος μηνὸς ὁρισθεῖσα μειοδοτικὴ δημοπρασία διὰ τὴν κατασκευὴν ὑδραγωγείου ἐν τῇ Κοινότητι Χρυσοῦ ἀναβάλλεται διὰ τὴν 12ην προσεχοῦς Μαΐου. Ἡ συμμετοχὴ ἐπιτρέπεται διὰ ἐγγυητικῆς ἐπιστολῆς. (709, 197, 915, 309)
andreadou-clinic-ad (1146, 909, 1358, 1023)
chrysanthou-text: 2—5 Λεωφ. Βασ. Γεωργίου 74 6—8 ὁδὸς Ὀλύμπου (1381, 915, 1549, 942)
paschalidis-pre: Εἰδικὸς Παιδίατρος (977, 1514, 1089, 1527)
shell-oil-title: ΟΡΥΚΤΕΛΑΙΑ (611, 1111, 793, 1141)
ertha-work: Λιμενικὰ ἔργα Βόλου (691, 1840, 810, 1853)
shell-company-name: SHELL COMPANY (793, 1458, 899, 1500)
athermoli-name: ΑΘΕΡΜΟΛΗ (1379, 350, 1558, 380)
tender-g-title: ΠΑΡΑΤΑΣΙΣ (772, 852, 852, 866)
tome-d-notice: Ο Δ΄ ΤΟΜΟΣ ΕΚΥΚΛΟΦΟΡΗΣΕ (129, 1765, 406, 1784)
committee-member: Ἀθ. Ἀθηνογένης, Καθ. ἐν τῷ Ἐθν. Πανεπιστημίῳ (120, 1324, 415, 1338)
tender-f-title: ΓΕΝ. ΔΙΕΥΘ. ΕΠΟΙΚΙΣΜΟΥ (721, 671, 903, 685)
perilipsis-sign: Ὁ Συμβολαιογράφος Λαγκαδᾶ (339, 705, 468, 732)
ertha-title: Ε.Ρ.Θ.Α. (584, 1611, 826, 1665)
tender-a-ref (495, 393, 701, 407)
zoras-text: Ἰατρὸς Εἰδικὸς Παθολόγος. Ἐπὶ συνεντεύξει. Ἀκτινοσκόπησις δι' ἰδίων ἀκτίνων Ραίντγκεν. Ὁδὸς Αἰμιλιανοῦ Γρηγορίου. (1160, 746, 1344, 801)
kostopoulou-text: Ἡ μόνη ἐν Θεσσαλονίκῃ Κλινικὴ ἀποκλειστικῶς διὰ νοσήματα τῶν πνευμόνων. (1173, 1974, 1542, 2003)
theofylaktou-name: Θ. Κ. ΘΕΟΦΥΛΑΚΤΟΥ (1393, 629, 1537, 643)
vineyard-text: Ὅσοι ἔχετε ἀμπέλια νέα ἢ παλαιὰ καὶ θέλετε νὰ τὰ σώσετε ἀπὸ τὸν περονόσπορον, νὰ τὰ ψεκάσετε μὲ τὸ ἄριστον (1379, 130, 1551, 200)
kostopoulou-clinic-ad (1155, 1944, 1560, 2190)
talianidis-pre: ΙΑΤΡΟΣ (1230, 226, 1274, 239)
tender-b-text: Δεδομένης τῆς ἀποτυχίας τῆς κατὰ τὴν 5ην λήξαντος μηνὸς διενεργηθείσης δημοπρασίας, προκηρύσσεται ἐκ νέου ὁ πλειοδοτικὸς διαγωνισμὸς διὰ τὴν ἐκμίσθωσιν τῶν δημοσίων κτημάτων, κατὰ τοὺς ὅρους τῆς εἰδικῆς διακηρύξεως. (495, 448, 701, 560)
konstantinidis-name: Π. Λ. ΚΩΝΣΤΑΝΤΙΝΙΔΗΣ (578, 2038, 885, 2064)
voloudakis-name: Σ. ΒΟΛΟΥΔΑΚΗΣ (512, 920, 684, 941)
politis-sub: ΕΙΔΙΚΟΣ - ΙΑΤΡΟΣ (1295, 1454, 1420, 1468)
theofylaktou-title: ΟΦΘΑΛΜΟΛΟΓΙΚΗ (1400, 593, 1530, 607)
arvanitakis-text: Δέχεται Ἁγίας Σοφίας 11. ὥραι 9—12 π.μ. 3—8 μ.μ. (1159, 867, 1345, 894)
volumes-line2: Α΄—ΙΒ΄ ΧΡΥΣΟΔΕΤΟΙ (209, 1488, 448, 1512)
galinou-text: Χειροῦργος Κεντρικοῦ Νοσοκομείου Προσφύγων. Ὁδὸς Περδίκα 12 (1161, 653, 1343, 694)
keler-name: ΜΑΞ ΚΕΛΕΡ (971, 1792, 1095, 1813)
iliadis-address: 20 ὁδὸς Ἁγίας Σοφίας 20 (963, 926, 1105, 939)
committee-title: ΕΠΙΤΡΟΠΗ ΕΠΙ ΤΗΣ ΣΥΝΤΑΞΕΩΣ (153, 1279, 382, 1293)
story-signature: ΓΑΛΑΤΕΙΑ ΚΑΖΑΝΤΖΑΚΗ (138, 140, 310, 154)
andreadou-clinic-name: ΚΛΙΝΙΚΗ (1204, 917, 1300, 938)
emporikos-name: ΑΔΕΛΦΩΝ ΖΩΤΙΔΟΥ & ΣΙΑ (41, 838, 309, 859)
tender-d-title: ΚΟΙΝΟΤΗΣ ΧΡΥΣΟΥ (744, 167, 880, 181)
ertha-line: Κατασκευὴ λιμένων καὶ ἡμιμόλων ὁδοστρωμάτων. (511, 1780, 809, 1794)
galinou-clinic-ad (1146, 581, 1358, 703)
zoras-ad (1146, 709, 1358, 810)
anagnostakis-text: Ἰατροὶ Ἀκτινολόγοι κ. τ. λ. Ἐγνατίας 71. Τηλέφ. 285 Στοὰ Ἁγ. Σοφίας (1183, 1750, 1532, 1777)
tender-c-subtitle: Προκήρυξις δημοπρασίας προμηθείας 170.000 μέτρων σιδηροσωλήνων (508, 684, 688, 725)
shell-ad (495, 1066, 915, 1586)
charitantis-ad (1370, 465, 1560, 579)
tender-f-subtitle: ΠΡΟΚΗΡΥΞΙΣ ΔΗΜΟΠΡΑΣΙΑΣ (710, 686, 914, 700)
shell-use-line2: ΒΕΝΖΙΝΗΝ & ΟΡΥΚΤΕΛΑΙΑ (532, 1473, 618, 1500)
divider (40, 817, 310, 818)
renewal-text: Οἱ ἀποκτήσαντες τοὺς τόμους Α΄, Β΄, Γ΄ καὶ Δ΄ εἶτε ὡς συνδρομηταὶ, εἶτε διὰ μεμονωμένης ἀγορᾶς, δύνανται νὰ ἐγγραφοῦν διὰ τοὺς λοιποὺς μέχρι τοῦ τόμου ΙΒ΄. (51, 1617, 484, 1659)
shell-desc-item: DOUBLE SHELL (Ντάμπλ Σέλλ). Ὀρυκτέλαιον μετρίας ρευστότητος, χρησιμοποιούμενον εἰς τὰ πλεῖστα αὐτοκίνητα. (513, 1268, 897, 1296)
melidis-hours: Δέχεται 3—6 μ.μ. (984, 1742, 1082, 1755)
tender-e-text: Ἡ διὰ τὴν 18ην τρέχοντος ὁρισθεῖσα δημοπρασία διὰ τὴν ἐκμίσθωσιν τῶν κοινοτικῶν βοσκῶν ἀναβάλλεται ἐπ' ἀόριστον. Πληροφορίαι παρέχονται ὑπὸ τοῦ Γραφείου τῆς Κοινότητος. (709, 422, 915, 520)
ertha-capital: ΚΕΦΑΛΑΙΟΝ ΟΛΟΣΧΕΡΩΣ ΚΑΤΑΒΕΒΛΗΜΕΝΟΝ (568, 1699, 842, 1712)
anagnostakis-and: ΚΑΙ (1347, 1721, 1368, 1734)
damianidis-name: Ν. ΔΑΜΙΑΝΙΔΗΣ, ἰατρὸς (950, 247, 1118, 261)
encyclopedia-subtitle: ΣΥΝΤΑΚΤΙΚΗ ΟΡΓΑΝΩΣΙΣ (120, 1253, 415, 1273)
vineyard-ad (1370, 91, 1560, 335)
tender-a-source: (Ἐκ τῆς Γ.Δ.Ε.Μ.) (535, 393, 635, 406)
story-intro: — Οἱ πιστοί σας νὰ σᾶς βάλουν πίσω στὴ θέσι σας — Ποιά θέσι; Τὸ σπίτι σας. — Τί ἔκανες; — Κύριε!... Τὸ παιδὶ σου δὲν ἦταν ποτὲ δικό σου. (40, 78, 310, 134)
meletiou-name: ΚΩΝΣΤ. Γ. ΜΕΛΕΤΙΟΥ (959, 512, 1109, 526)
shell-company-sub: (HELLAS) LIMITED (815, 1500, 877, 1529)
konstantinidis-spec: ΕΙΔΙΚΟΣ ΣΥΦΙΛΙΔΟΛΟΓΟΣ — ΔΕΡΜΑΤΟΛΟΓΟΣ (547, 2064, 863, 2078)
tender-e-subtitle: ΠΡΟΚΗΡΥΞΙΣ ΔΗΜΟΠΡΑΣΙΑΣ (710, 407, 914, 421)
volumes-line3: (ΗΤΟΙ ΤΟ ΗΜΙΣΥ ΤΟΥ ΕΡΓΟΥ) (242, 1512, 415, 1525)
terms-validity: (ΙΣΧΥΟΝΤΕΣ ΜΕΧΡΙ ΤΗΣ 30ης ΙΟΥΝΙΟΥ 1928) (135, 1440, 400, 1453)
konstas-sub: ὀφθαλμίατρος (994, 663, 1074, 676)
politis-ad (1155, 1415, 1560, 1570)
encyclopedia-ad (40, 1170, 495, 2190)
perilipsis-title: ΠΕΡΙΛΗΨΙΣ (349, 78, 458, 97)
talianidis-name: ΠΑΝΟΣ Ι. ΤΑΛΙΑΝΙΔΗΣ (1173, 240, 1331, 254)
shell-agent-line3: ΖΑΝΝΑΣ & ΜΑΥΡΟΓΟΡΔΑΤΟΣ (658, 1514, 774, 1541)
mitraroglou-name: Α. Σ. ΜΙΤΡΑΡΟΓΛΟΥ (1183, 305, 1321, 319)
tender-b-number: (1203) (578, 644, 615, 657)
keler-sub: (ΙΑΤΡΟΣ) (1004, 1813, 1062, 1826)
ertha-subtitle2: ΘΑΛΑΣΣΙΩΝ & ΥΔΡΑΥΛΙΚΩΝ ΕΡΓΩΝ (581, 1680, 829, 1694)
